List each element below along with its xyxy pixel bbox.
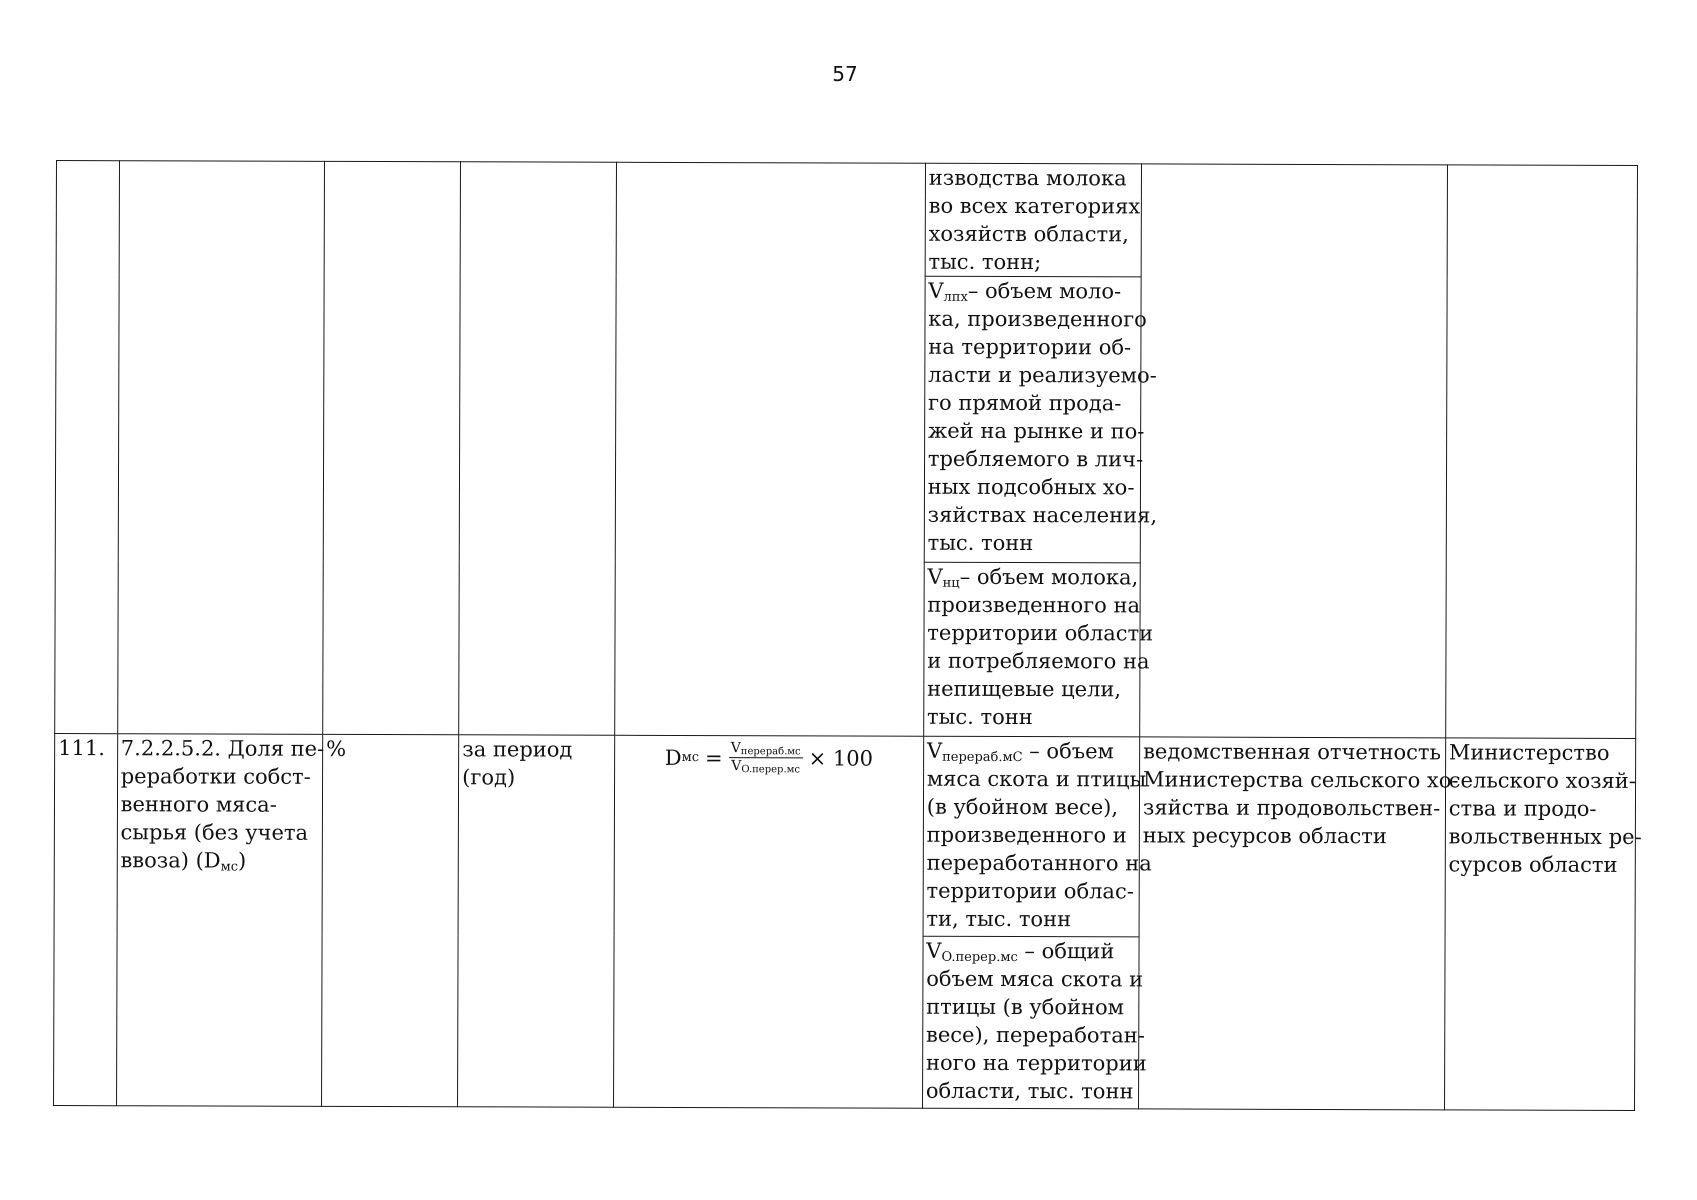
table-row-111 (54, 733, 1636, 938)
formula-cell-empty (614, 162, 925, 736)
responsible-cell: Министерство сельского хозяй- ства и продо- вольственных ре- сурсов области (1444, 738, 1635, 1111)
variable-cell: изводства молока во всех категориях хозяйств области, тыс. тонн; (925, 163, 1141, 277)
indicator-name: 7.2.2.5.2. Доля пе- реработки собст- венного мяса- сырья (без учета ввоза) $(D_{мс})$ (116, 734, 322, 1107)
formula-fraction: $\frac{V_{перераб.мс}}{V_{O.перер.мс}}$ (729, 740, 803, 775)
continued-row-1 (56, 161, 1637, 279)
variable-cell: $V_{лпх}-$ объем моло- ка, произведенного на территории об- ласти и реализуемо- го прямой прода- жей на рынке и по- требляемого в лич- ных подсобных хо- зяйствах населения, тыс. тонн (924, 276, 1141, 563)
period-cell-empty (459, 162, 616, 735)
row-number: 111. (54, 733, 118, 1105)
source-cell-empty (1140, 164, 1448, 738)
number-cell-empty (55, 161, 119, 734)
indicator-table (53, 160, 1642, 1111)
unit-cell-empty (323, 161, 461, 734)
page-number: 57 (832, 62, 858, 86)
variable-cell: $V_{нц}-$ объем молока, произведенного на территории области и потребляемого на непищевые цели, тыс. тонн (924, 562, 1141, 737)
responsible-cell-empty (1445, 165, 1637, 739)
unit-cell: % (322, 734, 459, 1106)
variable-cell: $V_{перераб.мС}$ – объем мяса скота и птицы (в убойном весе), произведенного и переработанного на территории облас- ти, тыс. тонн (923, 736, 1140, 937)
indicator-cell-empty (117, 161, 324, 735)
variable-cell: $V_{O.перер.мс}$ – общий объем мяса скота и птицы (в убойном весе), переработан- ного на территории области, тыс. тонн (922, 936, 1139, 1109)
formula-cell (613, 735, 923, 1108)
source-cell: ведомственная отчетность Министерства сельского хо- зяйства и продовольствен- ных ресурсов области (1138, 737, 1445, 1110)
formula: D мс = $\frac{V_{перераб.мс}}{V_{O.перер.мс}}$ × 100 (664, 740, 874, 776)
period-cell: за период (год) (458, 735, 615, 1107)
